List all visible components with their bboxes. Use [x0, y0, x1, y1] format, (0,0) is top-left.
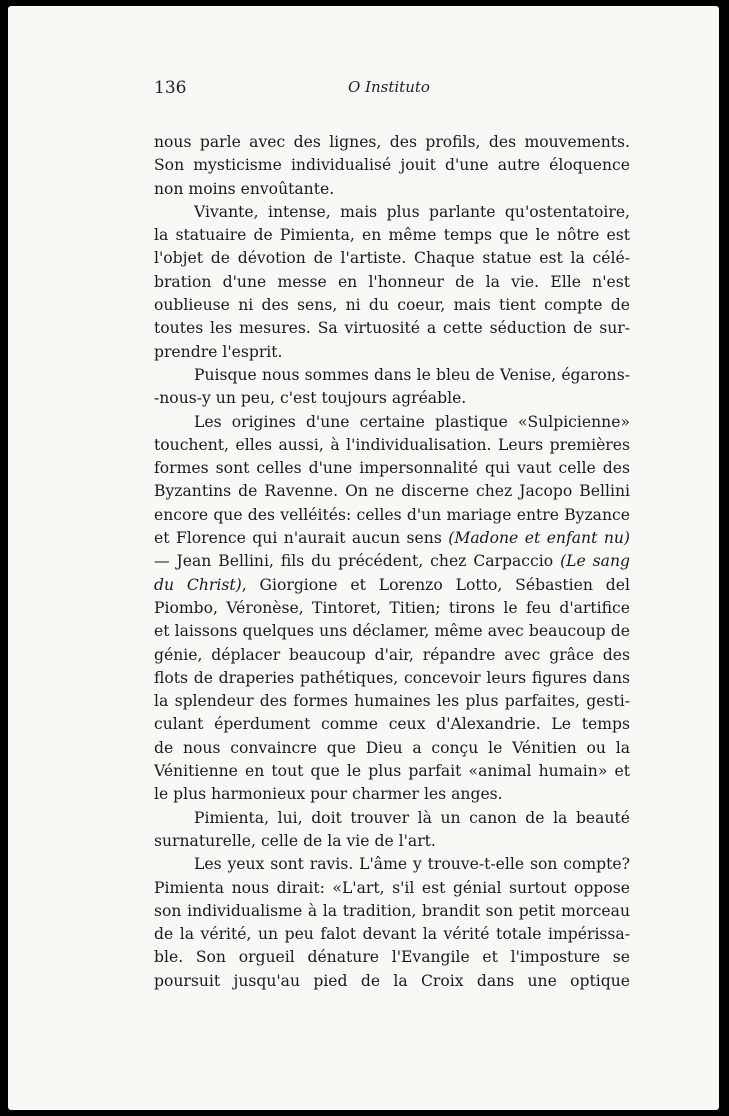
text-line: Piombo, Véronèse, Tintoret, Titien; tirons le feu d'artifice [154, 598, 630, 617]
page-header [154, 78, 629, 102]
text-line: de la vérité, un peu falot devant la vérité totale impérissa- [154, 925, 630, 944]
text-line: prendre l'esprit. [154, 342, 283, 361]
text-line: Vénitienne en tout que le plus parfait «animal humain» et [154, 762, 630, 781]
text-line: flots de draperies pathétiques, concevoir leurs figures dans [154, 668, 630, 687]
text-line: Son mysticisme individualisé jouit d'une autre éloquence [154, 156, 630, 175]
text-line: culant éperdument comme ceux d'Alexandrie. Le temps [154, 715, 630, 734]
text-line: nous parle avec des lignes, des profils, des mouvements. [154, 133, 630, 151]
book-page [8, 6, 719, 1110]
text-line: son individualisme à la tradition, brandit son petit morceau [154, 901, 630, 920]
text-line: l'objet de dévotion de l'artiste. Chaque statue est la célé- [154, 249, 630, 268]
text-line: la splendeur des formes humaines les plus parfaites, gesti- [154, 692, 630, 711]
page-number: 136 [154, 78, 187, 98]
text-line: poursuit jusqu'au pied de la Croix dans une optique [154, 971, 630, 990]
text-line: Pimienta nous dirait: «L'art, s'il est génial surtout oppose [154, 878, 630, 897]
running-title: O Instituto [348, 78, 430, 96]
text-line: touchent, elles aussi, à l'individualisation. Leurs premières [154, 435, 630, 454]
text-line: Vivante, intense, mais plus parlante qu'ostentatoire, [194, 202, 630, 221]
text-line: — Jean Bellini, fils du précédent, chez Carpaccio (Le sang [154, 552, 630, 571]
text-line: toutes les mesures. Sa virtuosité a cette séduction de sur- [154, 319, 630, 338]
text-line: non moins envoûtante. [154, 179, 335, 198]
text-line: le plus harmonieux pour charmer les anges. [154, 785, 503, 804]
text-line: Puisque nous sommes dans le bleu de Venise, égarons- [194, 365, 630, 384]
text-line: Les origines d'une certaine plastique «Sulpicienne» [194, 412, 630, 431]
body-text [154, 131, 630, 993]
text-line: Pimienta, lui, doit trouver là un canon de la beauté [194, 808, 630, 827]
text-line: surnaturelle, celle de la vie de l'art. [154, 831, 436, 850]
text-line: et Florence qui n'aurait aucun sens (Madone et enfant nu) [154, 529, 630, 548]
text-line: oublieuse ni des sens, ni du coeur, mais tient compte de [154, 296, 630, 315]
text-line: -nous-y un peu, c'est toujours agréable. [154, 389, 467, 408]
text-line: encore que des velléités: celles d'un mariage entre Byzance [154, 505, 630, 524]
text-line: ble. Son orgueil dénature l'Evangile et l'imposture se [154, 948, 630, 967]
text-line: formes sont celles d'une impersonnalité qui vaut celle des [154, 459, 630, 478]
text-line: et laissons quelques uns déclamer, même avec beaucoup de [154, 622, 630, 641]
text-line: bration d'une messe en l'honneur de la vie. Elle n'est [154, 272, 630, 291]
text-line: Byzantins de Ravenne. On ne discerne chez Jacopo Bellini [154, 482, 630, 501]
text-line: du Christ), Giorgione et Lorenzo Lotto, Sébastien del [154, 575, 630, 594]
text-line: génie, déplacer beaucoup d'air, répandre avec grâce des [154, 645, 630, 664]
text-line: de nous convaincre que Dieu a conçu le Vénitien ou la [154, 738, 630, 757]
text-line: la statuaire de Pimienta, en même temps que le nôtre est [154, 226, 630, 245]
text-line: Les yeux sont ravis. L'âme y trouve-t-elle son compte? [194, 855, 630, 874]
